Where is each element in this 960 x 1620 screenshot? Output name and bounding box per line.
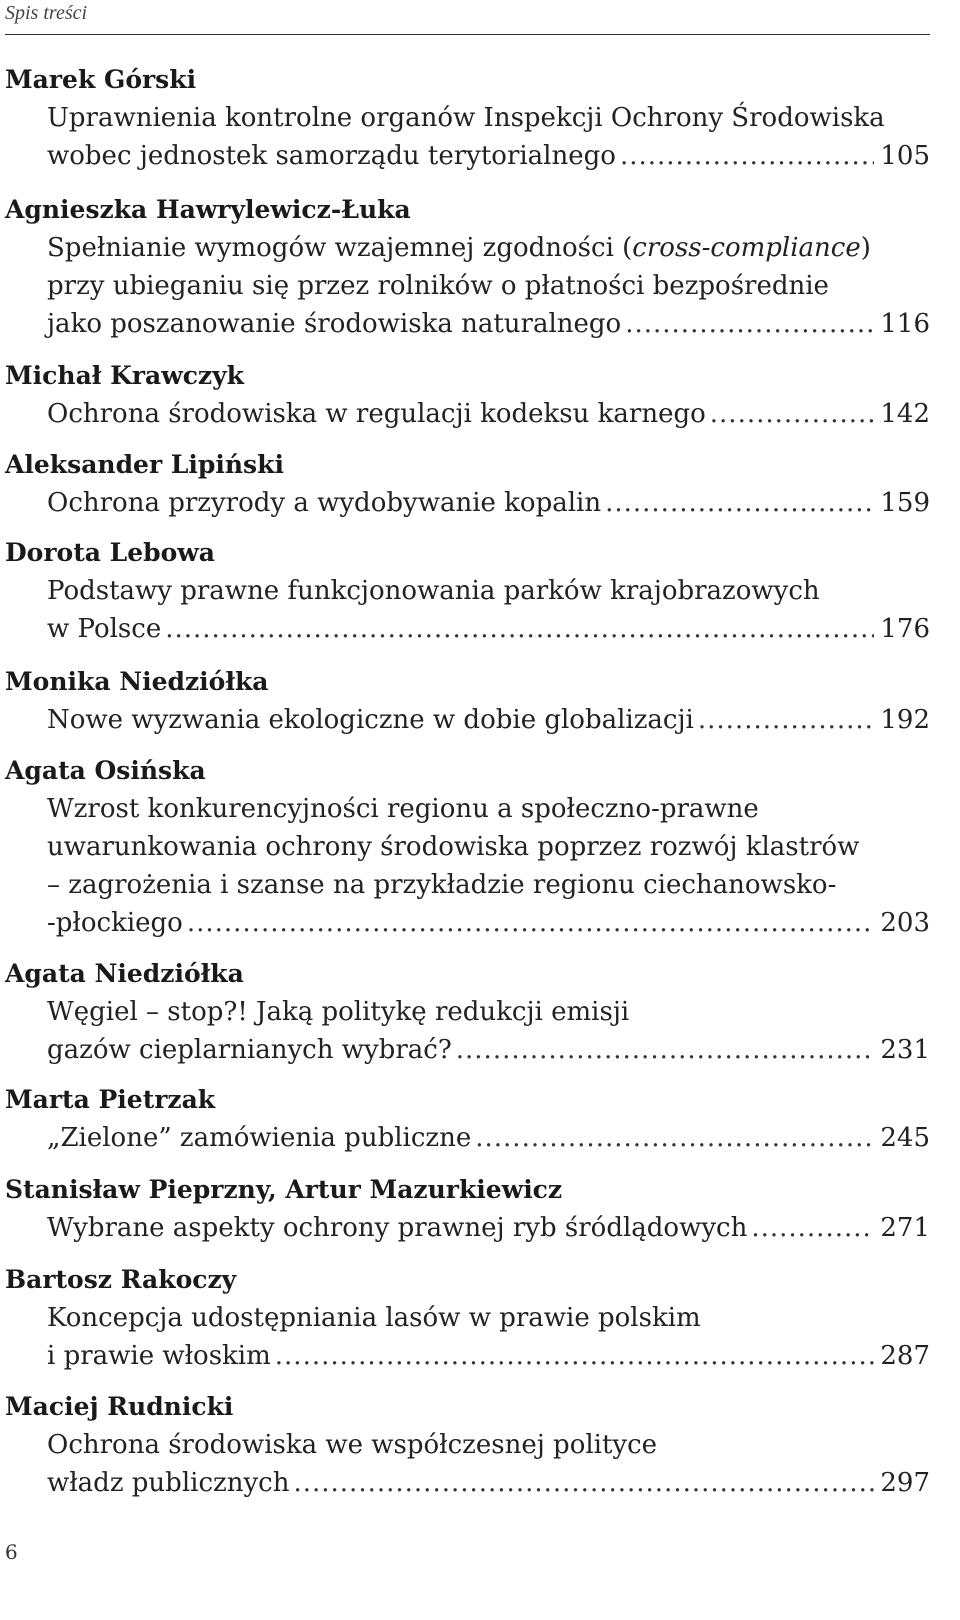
dot-leader xyxy=(475,1119,874,1157)
toc-entry xyxy=(5,190,930,343)
entry-title-line-final xyxy=(47,610,930,648)
toc-entry xyxy=(5,954,930,1069)
entry-title-text: Wybrane aspekty ochrony prawnej ryb śródlądowych xyxy=(47,1213,748,1243)
entry-title-text: i prawie włoskim xyxy=(47,1341,271,1371)
entry-title-line: uwarunkowania ochrony środowiska poprzez rozwój klastrów xyxy=(47,832,860,862)
entry-title-text: Nowe wyzwania ekologiczne w dobie globalizacji xyxy=(47,705,694,735)
dot-leader xyxy=(751,1209,874,1247)
page-number: 6 xyxy=(5,1540,18,1564)
dot-leader xyxy=(456,1031,875,1069)
entry-title-line-final xyxy=(47,305,930,343)
toc-entry xyxy=(5,1170,930,1247)
entry-author: Monika Niedziółka xyxy=(5,667,269,696)
entry-title-line xyxy=(47,229,930,267)
entry-author: Agata Osińska xyxy=(5,756,206,785)
entry-author: Agnieszka Hawrylewicz-Łuka xyxy=(5,195,411,224)
entry-page-number: 297 xyxy=(880,1468,930,1498)
entry-title-line-final xyxy=(47,137,930,175)
entry-page-number: 245 xyxy=(880,1123,930,1153)
entry-page-number: 271 xyxy=(880,1213,930,1243)
entry-title-line-final xyxy=(47,701,930,739)
entry-title-text: -płockiego xyxy=(47,908,183,938)
entry-page-number: 203 xyxy=(880,908,930,938)
toc-entry xyxy=(5,1260,930,1375)
dot-leader xyxy=(293,1464,874,1502)
dot-leader xyxy=(620,137,874,175)
entry-page-number: 105 xyxy=(880,141,930,171)
entry-title-line-final xyxy=(47,1119,930,1157)
toc-entry xyxy=(5,445,930,522)
dot-leader xyxy=(698,701,874,739)
entry-title-text: jako poszanowanie środowiska naturalnego xyxy=(47,309,622,339)
entry-author: Agata Niedziółka xyxy=(5,959,244,988)
entry-title-text: w Polsce xyxy=(47,614,162,644)
entry-page-number: 231 xyxy=(880,1035,930,1065)
toc-entry xyxy=(5,662,930,739)
entry-title-line: Węgiel – stop?! Jaką politykę redukcji emisji xyxy=(47,997,630,1027)
toc-entry xyxy=(5,751,930,942)
entry-author: Marek Górski xyxy=(5,65,197,94)
entry-author: Dorota Lebowa xyxy=(5,538,216,567)
entry-title-text: „Zielone” zamówienia publiczne xyxy=(47,1123,472,1153)
entry-title-text: wobec jednostek samorządu terytorialnego xyxy=(47,141,616,171)
entry-page-number: 142 xyxy=(880,399,930,429)
dot-leader xyxy=(605,484,874,522)
dot-leader xyxy=(710,395,875,433)
entry-page-number: 116 xyxy=(880,309,930,339)
entry-title-line: Uprawnienia kontrolne organów Inspekcji Ochrony Środowiska xyxy=(47,103,885,133)
entry-title-text: Ochrona przyrody a wydobywanie kopalin xyxy=(47,488,602,518)
toc-entry xyxy=(5,1080,930,1157)
entry-title-line: Wzrost konkurencyjności regionu a społeczno-prawne xyxy=(47,794,759,824)
entry-title-text: Ochrona środowiska w regulacji kodeksu karnego xyxy=(47,399,706,429)
entry-title-italic: cross-compliance xyxy=(632,233,861,263)
entry-author: Michał Krawczyk xyxy=(5,361,244,390)
entry-title-line: Ochrona środowiska we współczesnej polityce xyxy=(47,1430,658,1460)
entry-title-text: władz publicznych xyxy=(47,1468,290,1498)
entry-title-line-final xyxy=(47,484,930,522)
entry-page-number: 176 xyxy=(880,614,930,644)
entry-title-line: Koncepcja udostępniania lasów w prawie polskim xyxy=(47,1303,701,1333)
dot-leader xyxy=(275,1337,875,1375)
toc-entry xyxy=(5,1387,930,1502)
entry-page-number: 192 xyxy=(880,705,930,735)
toc-entry xyxy=(5,356,930,433)
entry-author: Bartosz Rakoczy xyxy=(5,1265,237,1294)
entry-author: Stanisław Pieprzny, Artur Mazurkiewicz xyxy=(5,1175,563,1204)
entry-page-number: 159 xyxy=(880,488,930,518)
entry-title-line-final xyxy=(47,1464,930,1502)
dot-leader xyxy=(625,305,874,343)
entry-title-text: gazów cieplarnianych wybrać? xyxy=(47,1035,452,1065)
entry-author: Marta Pietrzak xyxy=(5,1085,216,1114)
entry-title-line-final xyxy=(47,1209,930,1247)
entry-title-line-final xyxy=(47,1337,930,1375)
entry-author: Maciej Rudnicki xyxy=(5,1392,234,1421)
dot-leader xyxy=(187,904,875,942)
entry-title-line-final xyxy=(47,395,930,433)
dot-leader xyxy=(165,610,874,648)
header-title: Spis treści xyxy=(5,2,88,24)
running-header xyxy=(5,0,930,35)
entry-title-line: przy ubieganiu się przez rolników o płatności bezpośrednie xyxy=(47,271,829,301)
entry-title-line-final xyxy=(47,904,930,942)
entry-title-text: ) xyxy=(860,233,871,263)
toc-entry xyxy=(5,60,930,175)
entry-author: Aleksander Lipiński xyxy=(5,450,284,479)
entry-title-line-final xyxy=(47,1031,930,1069)
entry-page-number: 287 xyxy=(880,1341,930,1371)
entry-title-line: Podstawy prawne funkcjonowania parków krajobrazowych xyxy=(47,576,820,606)
entry-title-text: Spełnianie wymogów wzajemnej zgodności ( xyxy=(47,233,633,263)
toc-entry xyxy=(5,533,930,648)
entry-title-line: – zagrożenia i szanse na przykładzie regionu ciechanowsko- xyxy=(47,870,837,900)
